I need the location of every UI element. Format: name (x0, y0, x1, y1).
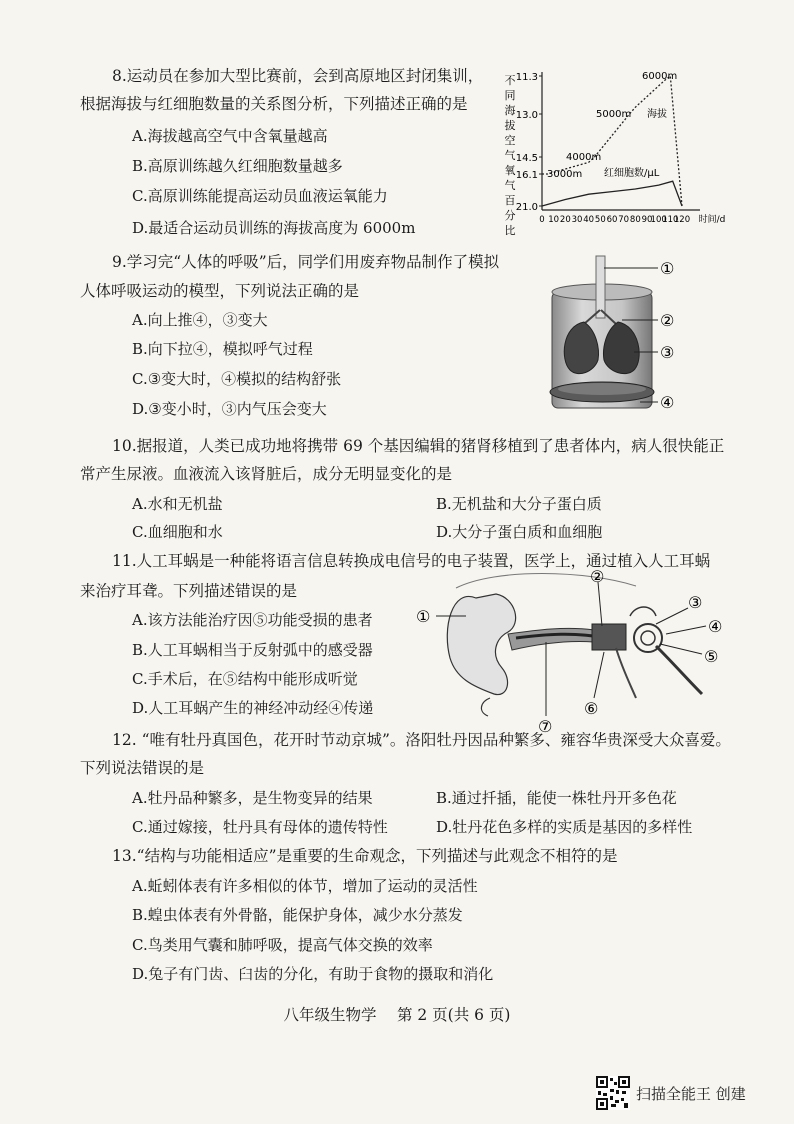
altitude-series-label: 海拔 (647, 109, 667, 120)
x-tick-label: 10 (548, 215, 560, 225)
lung-model-figure (540, 252, 710, 420)
q8-option-b: B.高原训练越久红细胞数量越多 (132, 157, 343, 175)
q9-option-b: B.向下拉④，模拟呼气过程 (132, 340, 313, 358)
lung-label-2: ② (660, 311, 675, 330)
x-tick-label: 90 (641, 215, 653, 225)
q9-stem-line2: 人体呼吸运动的模型，下列说法正确的是 (80, 282, 360, 300)
ear-label-1: ① (416, 607, 431, 626)
q9-stem-line1: 9.学习完“人体的呼吸”后，同学们用废弃物品制作了模拟 (112, 253, 500, 271)
q8-stem-line2: 根据海拔与红细胞数量的关系图分析，下列描述正确的是 (80, 95, 468, 113)
q8-option-c: C.高原训练能提高运动员血液运氧能力 (132, 187, 388, 205)
x-tick-label: 40 (583, 215, 595, 225)
q8-option-a: A.海拔越高空气中含氧量越高 (132, 127, 328, 145)
x-axis-label: 时间/d (698, 215, 726, 225)
q11-stem-line1: 11.人工耳蜗是一种能将语言信息转换成电信号的电子装置，医学上，通过植入人工耳蜗 (112, 552, 711, 570)
q12-option-b: B.通过扦插，能使一株牡丹开多色花 (436, 789, 677, 807)
q10-option-a: A.水和无机盐 (132, 495, 223, 513)
x-tick-label: 80 (629, 215, 641, 225)
tube (596, 256, 605, 318)
ear-canal (508, 628, 594, 650)
implant-electrode (592, 624, 626, 650)
lung-label-4: ④ (660, 393, 675, 412)
y-axis-label-char: 同 (504, 89, 516, 102)
ear-label-7: ⑦ (538, 717, 553, 736)
q13-option-c: C.鸟类用气囊和肺呼吸，提高气体交换的效率 (132, 936, 433, 954)
x-tick-label: 50 (594, 215, 606, 225)
ear-label-5: ⑤ (704, 647, 719, 666)
y-tick-label: 13.0 (515, 110, 538, 121)
q11-option-a: A.该方法能治疗因⑤功能受损的患者 (132, 611, 373, 629)
auditory-nerve (656, 646, 702, 694)
q13-option-a: A.蚯蚓体表有许多相似的体节，增加了运动的灵活性 (132, 877, 478, 895)
semicircular-canals (630, 607, 656, 616)
rbc-line (542, 181, 682, 206)
q13-stem-line1: 13.“结构与功能相适应”是重要的生命观念，下列描述与此观念不相符的是 (112, 847, 618, 865)
q12-option-c: C.通过嫁接，牡丹具有母体的遗传特性 (132, 818, 388, 836)
ear-label-3: ③ (688, 593, 703, 612)
q10-option-c: C.血细胞和水 (132, 523, 223, 541)
x-tick-label: 100 (650, 215, 667, 225)
ear-figure (416, 568, 734, 734)
rbc-series-label: 红细胞数/μL (604, 168, 660, 179)
mark-5000m: 5000m (596, 109, 632, 120)
ear-label-4: ④ (708, 617, 723, 636)
x-tick-label: 30 (571, 215, 583, 225)
q11-option-d: D.人工耳蜗产生的神经冲动经④传递 (132, 699, 374, 717)
y-tick-label: 14.5 (515, 153, 538, 164)
altitude-chart (500, 62, 732, 237)
q13-option-d: D.兔子有门齿、臼齿的分化，有助于食物的摄取和消化 (132, 965, 494, 983)
outer-ear (447, 594, 515, 695)
y-axis-label-char: 空 (504, 134, 516, 147)
q9-option-c: C.③变大时，④模拟的结构舒张 (132, 370, 342, 388)
x-tick-label: 110 (662, 215, 679, 225)
mark-3000m: 3000m (547, 169, 583, 180)
y-axis-label-char: 气 (504, 149, 516, 162)
x-tick-label: 60 (606, 215, 618, 225)
q10-option-b: B.无机盐和大分子蛋白质 (436, 495, 602, 513)
scanner-watermark (596, 1074, 786, 1114)
watermark-text: 扫描全能王 创建 (636, 1085, 746, 1103)
y-axis-label-char: 氧 (504, 164, 516, 177)
y-axis-label-char: 分 (504, 209, 516, 222)
y-axis-label-char: 海 (504, 104, 516, 117)
mark-4000m: 4000m (566, 152, 602, 163)
q8-option-d: D.最适合运动员训练的海拔高度为 6000m (132, 219, 416, 237)
mark-6000m: 6000m (642, 71, 678, 82)
y-axis-label-char: 拔 (504, 119, 516, 132)
q10-option-d: D.大分子蛋白质和血细胞 (436, 523, 603, 541)
x-tick-label: 20 (559, 215, 571, 225)
q12-stem-line2: 下列说法错误的是 (80, 759, 205, 777)
y-axis-label-char: 不 (504, 74, 516, 87)
y-axis-label (505, 74, 516, 237)
x-tick-label: 0 (539, 215, 545, 225)
q11-option-b: B.人工耳蜗相当于反射弧中的感受器 (132, 641, 373, 659)
q13-option-b: B.蝗虫体表有外骨骼，能保护身体，减少水分蒸发 (132, 906, 463, 924)
y-tick-label: 11.3 (515, 72, 538, 83)
altitude-line (542, 76, 682, 206)
y-axis-label-char: 百 (504, 194, 516, 207)
x-tick-label: 70 (618, 215, 630, 225)
y-tick-label: 16.1 (515, 170, 538, 181)
y-tick-label: 21.0 (515, 202, 538, 213)
y-axis-label-char: 比 (504, 224, 516, 237)
qr-code-icon (596, 1076, 630, 1110)
page-footer: 八年级生物学 第 2 页(共 6 页) (283, 1006, 511, 1024)
q12-option-a: A.牡丹品种繁多，是生物变异的结果 (132, 789, 373, 807)
q11-option-c: C.手术后，在⑤结构中能形成听觉 (132, 670, 358, 688)
ear-label-6: ⑥ (584, 699, 599, 718)
ear-label-2: ② (590, 567, 605, 586)
q8-stem-line1: 8.运动员在参加大型比赛前，会到高原地区封闭集训， (112, 67, 484, 85)
lung-label-1: ① (660, 259, 675, 278)
q10-stem-line1: 10.据报道，人类已成功地将携带 69 个基因编辑的猪肾移植到了患者体内，病人很快能正 (112, 437, 725, 455)
lung-label-3: ③ (660, 343, 675, 362)
q9-option-d: D.③变小时，③内气压会变大 (132, 400, 327, 418)
q10-stem-line2: 常产生尿液。血液流入该肾脏后，成分无明显变化的是 (80, 465, 453, 483)
q12-option-d: D.牡丹花色多样的实质是基因的多样性 (436, 818, 693, 836)
y-axis-label-char: 气 (504, 179, 516, 192)
q9-option-a: A.向上推④，③变大 (132, 311, 268, 329)
q12-stem-line1: 12. “唯有牡丹真国色，花开时节动京城”。洛阳牡丹因品种繁多、雍容华贵深受大众喜爱。 (112, 731, 731, 749)
q11-stem-line2: 来治疗耳聋。下列描述错误的是 (80, 582, 298, 600)
x-tick-label: 120 (673, 215, 691, 225)
